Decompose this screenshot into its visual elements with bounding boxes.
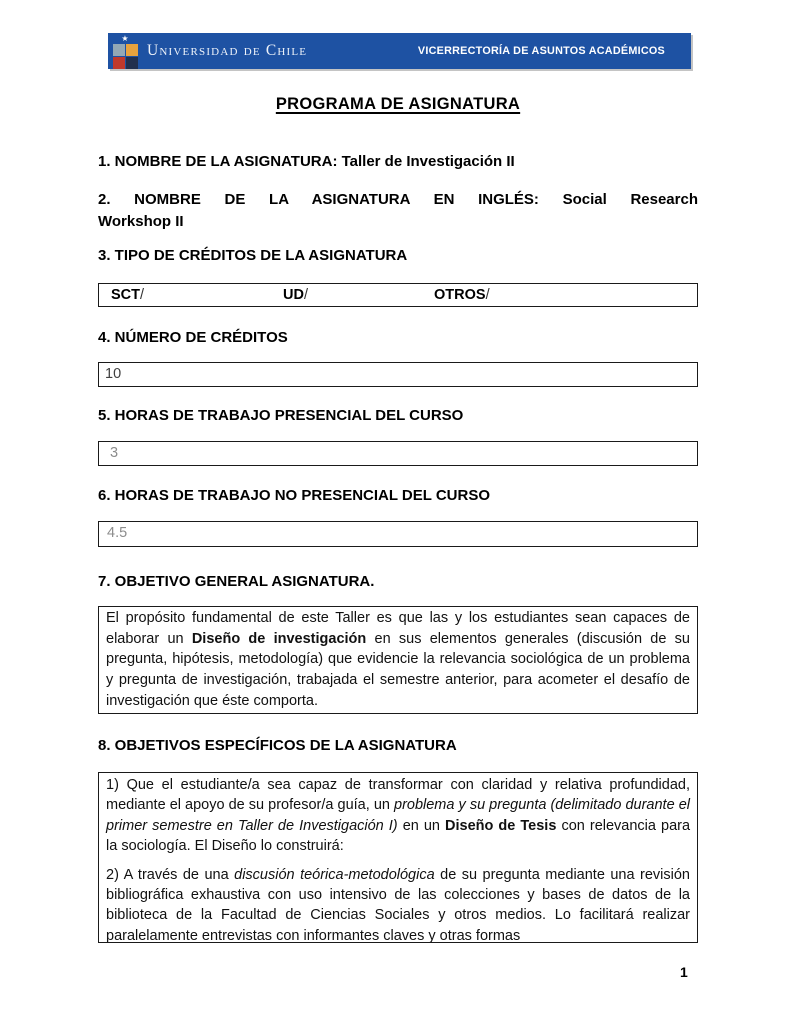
emblem-tile-bottomleft [113,57,125,69]
section-6-heading: 6. HORAS DE TRABAJO NO PRESENCIAL DEL CURSO [98,487,490,504]
university-name: Universidad de Chile [147,42,308,59]
section-2-heading-line1: 2. NOMBRE DE LA ASIGNATURA EN INGLÉS: Social Research [98,191,698,208]
specific-objective-paragraph-1: 1) Que el estudiante/a sea capaz de transformar con claridad y relativa profundidad, mediante el apoyo de su profesor/a guía, un problema y su pregunta (delimitado durante el primer semestre en Taller de Investigación I) en un Diseño de Tesis con relevancia para la sociología. El Diseño lo construirá: [106,777,691,855]
credit-label: UD [283,287,304,303]
credits-number-box: 10 [98,362,698,387]
section-4-heading: 4. NÚMERO DE CRÉDITOS [98,329,288,346]
university-logo [112,35,138,68]
credit-field-ud [283,287,434,303]
general-objective-paragraph: El propósito fundamental de este Taller es que las y los estudiantes sean capaces de elaborar un Diseño de investigación en sus elementos generales (discusión de su pregunta, hipótesis, metodología) que evidencie la relevancia sociológica de un problema y pregunta de investigación, trabajada el semestre anterior, para acometer el desafío de investigación que éste comporta. [106,610,690,709]
emblem-tile-topright [126,44,138,56]
credit-label: SCT [111,287,140,303]
section-1-heading: 1. NOMBRE DE LA ASIGNATURA: Taller de Investigación II [98,153,515,170]
section-2-heading-line2: Workshop II [98,212,184,230]
non-presential-hours-box: 4.5 [98,521,698,547]
credit-slash: / [140,287,145,303]
credit-slash: / [485,287,490,303]
department-name: VICERRECTORÍA DE ASUNTOS ACADÉMICOS [417,45,665,57]
page-number: 1 [680,964,688,980]
presential-hours-box: 3 [98,441,698,466]
emblem-tile-topleft [113,44,125,56]
specific-objective-paragraph-2: 2) A través de una discusión teórica-metodológica de su pregunta mediante una revisión bibliográfica exhaustiva con uso intensivo de las colecciones y bases de datos de la biblioteca de la Facultad de Ciencias Sociales y otros medios. Lo facilitará realizar paralelamente entrevistas con informantes claves y otras formas [106,866,690,943]
section-8-heading: 8. OBJETIVOS ESPECÍFICOS DE LA ASIGNATURA [98,737,457,754]
specific-objectives-box [98,772,698,943]
credit-type-box [98,283,698,307]
section-2-heading [98,189,698,232]
star-icon: ★ [121,33,129,43]
emblem-tile-bottomright [126,57,138,69]
section-5-heading: 5. HORAS DE TRABAJO PRESENCIAL DEL CURSO [98,407,464,424]
page-title: PROGRAMA DE ASIGNATURA [275,95,521,113]
emblem-shield-icon [113,44,137,68]
section-3-heading: 3. TIPO DE CRÉDITOS DE LA ASIGNATURA [98,247,408,264]
credit-slash: / [303,287,308,303]
credit-field-sct [111,287,283,303]
header-banner [108,33,691,69]
credit-label: OTROS [434,287,486,303]
general-objective-box [98,606,698,714]
section-7-heading: 7. OBJETIVO GENERAL ASIGNATURA. [98,573,375,590]
credit-field-otros [434,287,697,303]
